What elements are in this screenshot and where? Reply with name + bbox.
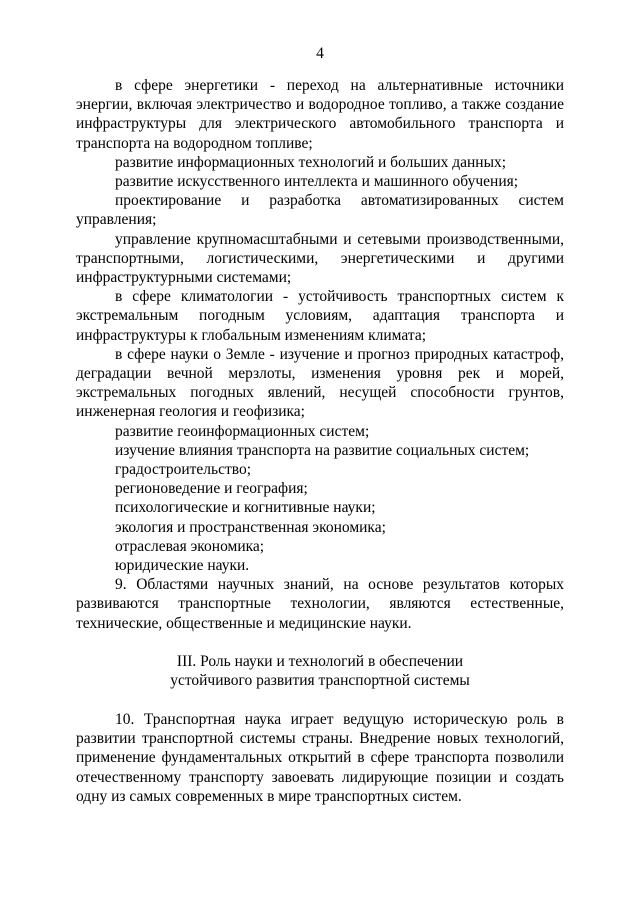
body-text [76,76,564,633]
section-heading [76,652,564,690]
paragraph-infrastructure-management: управление крупномасштабными и сетевыми производственными, транспортными, логистическими, энергетическими и другими инфраструктурными системами; [76,230,564,287]
paragraph-item-9: 9. Областями научных знаний, на основе результатов которых развиваются транспортные технологии, являются естественные, технические, общественные и медицинские науки. [76,576,564,632]
paragraph-it-bigdata: развитие информационных технологий и больших данных; [115,153,507,171]
paragraph-ecology: экология и пространственная экономика; [115,518,386,536]
paragraph-climatology: в сфере климатологии - устойчивость транспортных систем к экстремальным погодным условиям, адаптация транспорта и инфраструктуры к глобальным изменениям климата; [76,288,564,344]
paragraph-regional-studies: регионоведение и география; [115,480,308,498]
section-heading-line-2: устойчивого развития транспортной системы [170,672,470,690]
paragraph-psychology: психологические и когнитивные науки; [115,499,376,517]
section-heading-line-1: III. Роль науки и технологий в обеспечении [176,653,464,670]
paragraph-legal-sciences: юридические науки. [115,557,250,575]
paragraph-sector-economics: отраслевая экономика; [115,537,265,555]
paragraph-energy: в сфере энергетики - переход на альтернативные источники энергии, включая электричество и водородное топливо, а также создание инфраструктуры для электрического автомобильного транспорта и транспорта на водородном топливе; [76,77,564,152]
paragraph-item-10: 10. Транспортная наука играет ведущую историческую роль в развитии транспортной системы страны. Внедрение новых технологий, применение фундаментальных открытий в сфере транспорта позволили отечественному транспорту завоевать лидирующие позиции и создать одну из самых современных в мире транспортных систем. [76,711,564,805]
paragraph-urban-planning: градостроительство; [115,461,252,479]
paragraph-social-systems: изучение влияния транспорта на развитие социальных систем; [115,441,530,459]
paragraph-earth-science: в сфере науки о Земле - изучение и прогноз природных катастроф, деградации вечной мерзлоты, изменения уровня рек и морей, экстремальных погодных явлений, несущей способности грунтов, инженерная геология и геофизика; [76,345,564,421]
page-number: 4 [316,45,324,62]
paragraph-ai-ml: развитие искусственного интеллекта и машинного обучения; [115,173,519,191]
paragraph-automated-control: проектирование и разработка автоматизированных систем управления; [76,192,564,229]
section-body-text [76,710,564,806]
paragraph-geoinformation: развитие геоинформационных систем; [115,422,370,440]
